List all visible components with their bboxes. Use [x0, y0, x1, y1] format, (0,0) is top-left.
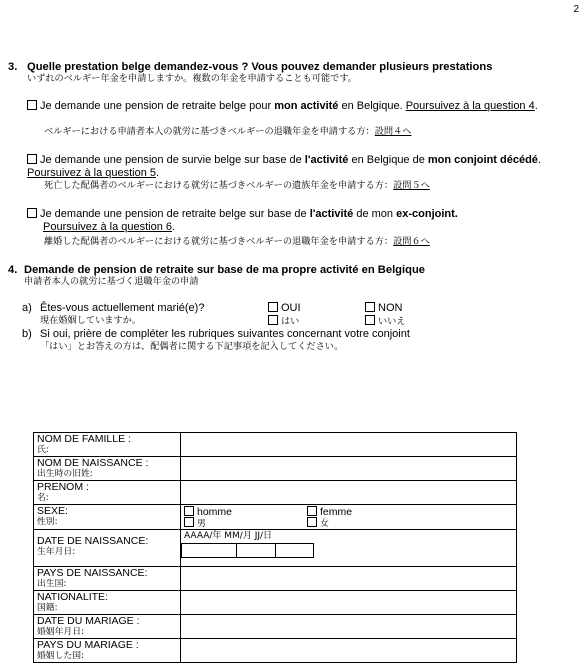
q3-option-3-jp: 離婚した配偶者のベルギーにおける就労に基づきベルギーの退職年金を申請する方：設問６へ — [44, 236, 430, 247]
form-row-date-mariage: DATE DU MARIAGE : 婚姻年月日: — [34, 615, 517, 639]
day-box[interactable] — [276, 544, 314, 558]
form-row-sexe: SEXE: 性別: homme 男 femme 女 — [34, 505, 517, 530]
non-checkbox[interactable] — [365, 302, 375, 312]
q3-title-jp: いずれのベルギー年金を申請しますか。複数の年金を申請することも可能です。 — [27, 73, 358, 84]
q4b-label: b) — [22, 328, 32, 340]
onna-checkbox[interactable] — [307, 517, 317, 527]
date-format-label: AAAA/年 MM/月 JJ/日 — [184, 531, 273, 541]
homme-option-jp: 男 — [184, 517, 206, 529]
femme-checkbox[interactable] — [307, 506, 317, 516]
date-naissance-field — [181, 530, 517, 567]
form-row-nom-naissance: NOM DE NAISSANCE : 出生時の旧姓: — [34, 457, 517, 481]
pays-naissance-field[interactable] — [181, 567, 517, 591]
homme-checkbox[interactable] — [184, 506, 194, 516]
form-row-date-naissance: DATE DE NAISSANCE: 生年月日: AAAA/年 MM/月 JJ/日 — [34, 530, 517, 567]
spouse-form-table — [33, 432, 517, 663]
q4-title: Demande de pension de retraite sur base de ma propre activité en Belgique — [24, 264, 426, 276]
form-row-nom-famille: NOM DE FAMILLE : 氏: — [34, 433, 517, 457]
option-2-checkbox[interactable] — [27, 154, 37, 164]
non-option-jp: いいえ — [365, 315, 406, 327]
q4a-label: a) — [22, 302, 32, 314]
non-option: NON — [365, 302, 402, 315]
form-row-prenom: PRENOM : 名: — [34, 481, 517, 505]
page-number: 2 — [573, 4, 579, 15]
q3-option-2-jp: 死亡した配偶者のベルギーにおける就労に基づきベルギーの遺族年金を申請する方：設問５へ — [44, 180, 430, 191]
iie-checkbox[interactable] — [365, 315, 375, 325]
oui-option-jp: はい — [268, 315, 299, 327]
date-boxes — [181, 543, 314, 558]
form-row-pays-naissance: PAYS DE NAISSANCE: 出生国: — [34, 567, 517, 591]
form-row-nationalite: NATIONALITE: 国籍: — [34, 591, 517, 615]
month-box[interactable] — [237, 544, 276, 558]
q3-number: 3. — [8, 61, 18, 73]
nom-naissance-field[interactable] — [181, 457, 517, 481]
form-row-pays-mariage: PAYS DU MARIAGE : 婚姻した国: — [34, 639, 517, 663]
nom-famille-field[interactable] — [181, 433, 517, 457]
femme-option-jp: 女 — [307, 517, 329, 529]
option-2-link[interactable]: Poursuivez à la question 5 — [27, 166, 157, 179]
femme-option: femme — [307, 506, 352, 518]
option-1-link[interactable]: Poursuivez à la question 4 — [405, 100, 535, 112]
nationalite-field[interactable] — [181, 591, 517, 615]
q4b-text-jp: 「はい」とお答えの方は、配偶者に関する下記事項を記入してください。 — [40, 341, 344, 352]
q4-title-jp: 申請者本人の就労に基づく退職年金の申請 — [24, 276, 199, 287]
hai-checkbox[interactable] — [268, 315, 278, 325]
q4b-text: Si oui, prière de compléter les rubriques suivantes concernant votre conjoint — [40, 328, 410, 340]
otoko-checkbox[interactable] — [184, 517, 194, 527]
date-mariage-field[interactable] — [181, 615, 517, 639]
option-1-checkbox[interactable] — [27, 100, 37, 110]
year-box[interactable] — [182, 544, 237, 558]
q3-option-1-jp: ベルギーにおける申請者本人の就労に基づきベルギーの退職年金を申請する方：設問４へ — [44, 126, 412, 137]
q3-title: Quelle prestation belge demandez-vous ? Vous pouvez demander plusieurs prestations — [27, 61, 493, 73]
q4-number: 4. — [8, 264, 18, 276]
sexe-field — [181, 505, 517, 530]
q4a-text: Êtes-vous actuellement marié(e)? — [40, 302, 205, 314]
q3-option-2: Je demande une pension de survie belge sur base de l'activité en Belgique de mon conjoint décédé. Poursuivez à la question 5. — [27, 154, 541, 179]
oui-checkbox[interactable] — [268, 302, 278, 312]
oui-option: OUI — [268, 302, 301, 315]
option-3-checkbox[interactable] — [27, 208, 37, 218]
q3-option-3: Je demande une pension de retraite belge sur base de l'activité de mon ex-conjoint. Poursuivez à la question 6. — [27, 208, 567, 233]
option-3-link[interactable]: Poursuivez à la question 6 — [43, 220, 173, 233]
q3-option-1: Je demande une pension de retraite belge pour mon activité en Belgique. Poursuivez à la question 4. — [27, 100, 557, 113]
q4a-text-jp: 現在婚姻していますか。 — [40, 315, 142, 326]
prenom-field[interactable] — [181, 481, 517, 505]
homme-option: homme — [184, 506, 232, 518]
pays-mariage-field[interactable] — [181, 639, 517, 663]
